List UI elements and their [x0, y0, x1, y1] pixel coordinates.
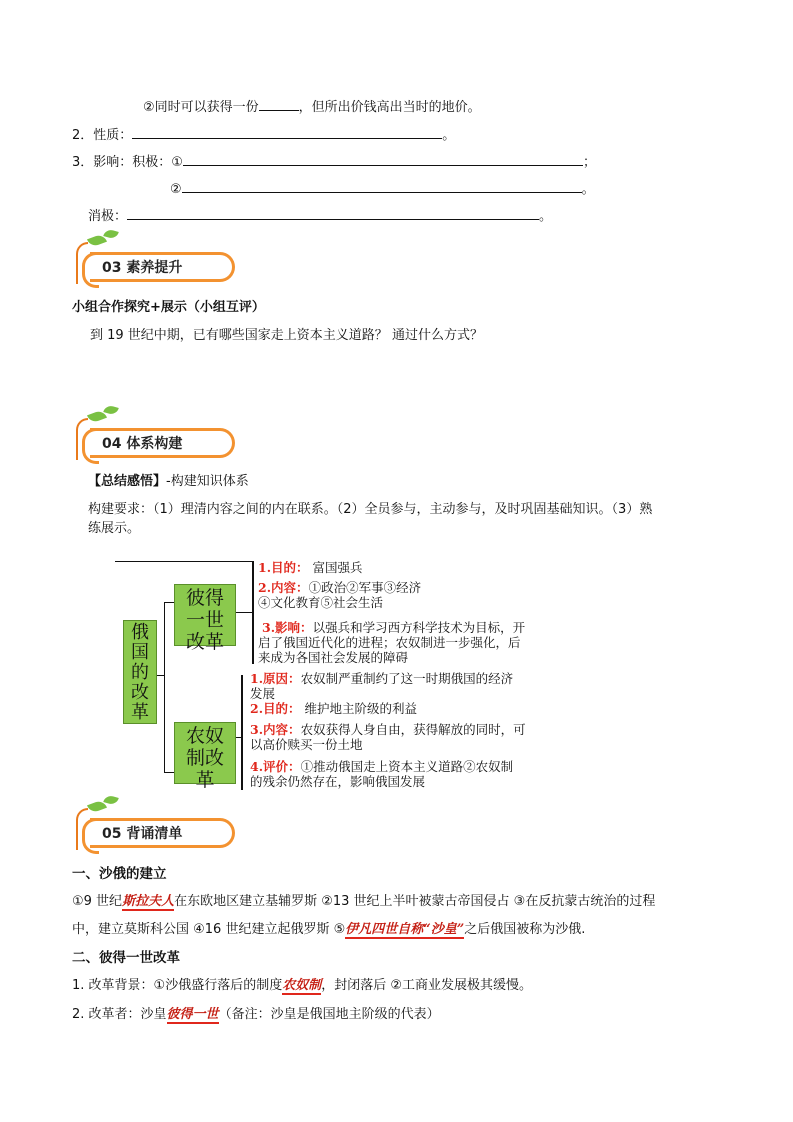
group-activity-heading: 小组合作探究+展示（小组互评）: [72, 300, 265, 315]
blank-field[interactable]: [127, 205, 539, 220]
section-header-04: [70, 410, 240, 462]
root-node: 俄国的改革: [123, 620, 157, 724]
peter-purpose: 1.目的： 富国强兵: [258, 560, 363, 575]
negative-impact-question: 消极： 。: [88, 205, 552, 224]
peter-impact-3: 来成为各国社会发展的障碍: [258, 650, 409, 665]
heading-tsardom: 一、沙俄的建立: [72, 866, 167, 882]
nature-question: 2．性质： 。: [72, 124, 455, 143]
impact-question: 3．影响：积极：① ；: [72, 151, 596, 170]
reform-background: 1. 改革背景：①沙俄盛行落后的制度农奴制，封闭落后 ②工商业发展极其缓慢。: [72, 978, 533, 993]
serf-evaluation-2: 的残余仍然存在，影响俄国发展: [250, 774, 426, 789]
blank-field[interactable]: [183, 151, 583, 166]
impact-question-2: ② 。: [170, 178, 595, 197]
heading-peter-reform: 二、彼得一世改革: [72, 950, 180, 966]
requirements-line-1: 构建要求：（1）理清内容之间的内在联系。（2）全员参与，主动参与，及时巩固基础知识。（3）熟: [88, 502, 653, 517]
branch-node-peter: 彼得一世改革: [174, 584, 236, 646]
blank-field[interactable]: [182, 178, 582, 193]
serf-cause-2: 发展: [250, 686, 276, 701]
peter-impact: 3.影响：以强兵和学习西方科学技术为目标，开: [262, 620, 526, 635]
section-title: 05 背诵清单: [102, 826, 183, 842]
serf-content-2: 以高价赎买一份土地: [250, 737, 363, 752]
requirements-line-2: 练展示。: [88, 521, 141, 536]
peter-content-2: ④文化教育⑤社会生活: [258, 595, 384, 610]
serf-content: 3.内容：农奴获得人身自由，获得解放的同时，可: [250, 722, 526, 737]
tsardom-line-1: ①9 世纪斯拉夫人在东欧地区建立基辅罗斯 ②13 世纪上半叶被蒙古帝国侵占 ③在反抗蒙古统治的过程: [72, 894, 656, 909]
peter-impact-2: 启了俄国近代化的进程；农奴制进一步强化，后: [258, 635, 521, 650]
serf-purpose: 2.目的： 维护地主阶级的利益: [250, 701, 418, 716]
serf-evaluation: 4.评价：①推动俄国走上资本主义道路②农奴制: [250, 759, 514, 774]
blank-field[interactable]: [132, 124, 442, 139]
section-title: 03 素养提升: [102, 260, 183, 276]
summary-tag: 【总结感悟】-构建知识体系: [88, 474, 249, 489]
reformer: 2. 改革者：沙皇彼得一世（备注：沙皇是俄国地主阶级的代表）: [72, 1007, 440, 1022]
section-title: 04 体系构建: [102, 436, 183, 452]
section-header-03: [70, 234, 240, 286]
serf-cause: 1.原因：农奴制严重制约了这一时期俄国的经济: [250, 671, 514, 686]
section-header-05: [70, 800, 240, 852]
discussion-question: 到 19 世纪中期，已有哪些国家走上资本主义道路？ 通过什么方式？: [90, 328, 483, 343]
tsardom-line-2: 中，建立莫斯科公国 ④16 世纪建立起俄罗斯 ⑤伊凡四世自称“沙皇”之后俄国被称为沙俄.: [72, 922, 586, 937]
branch-node-serfdom: 农奴制改革: [174, 722, 236, 784]
blank-field[interactable]: [259, 96, 299, 111]
peter-content: 2.内容：①政治②军事③经济: [258, 580, 422, 595]
fill-line-1: ②同时可以获得一份 ，但所出价钱高出当时的地价。: [143, 96, 481, 115]
